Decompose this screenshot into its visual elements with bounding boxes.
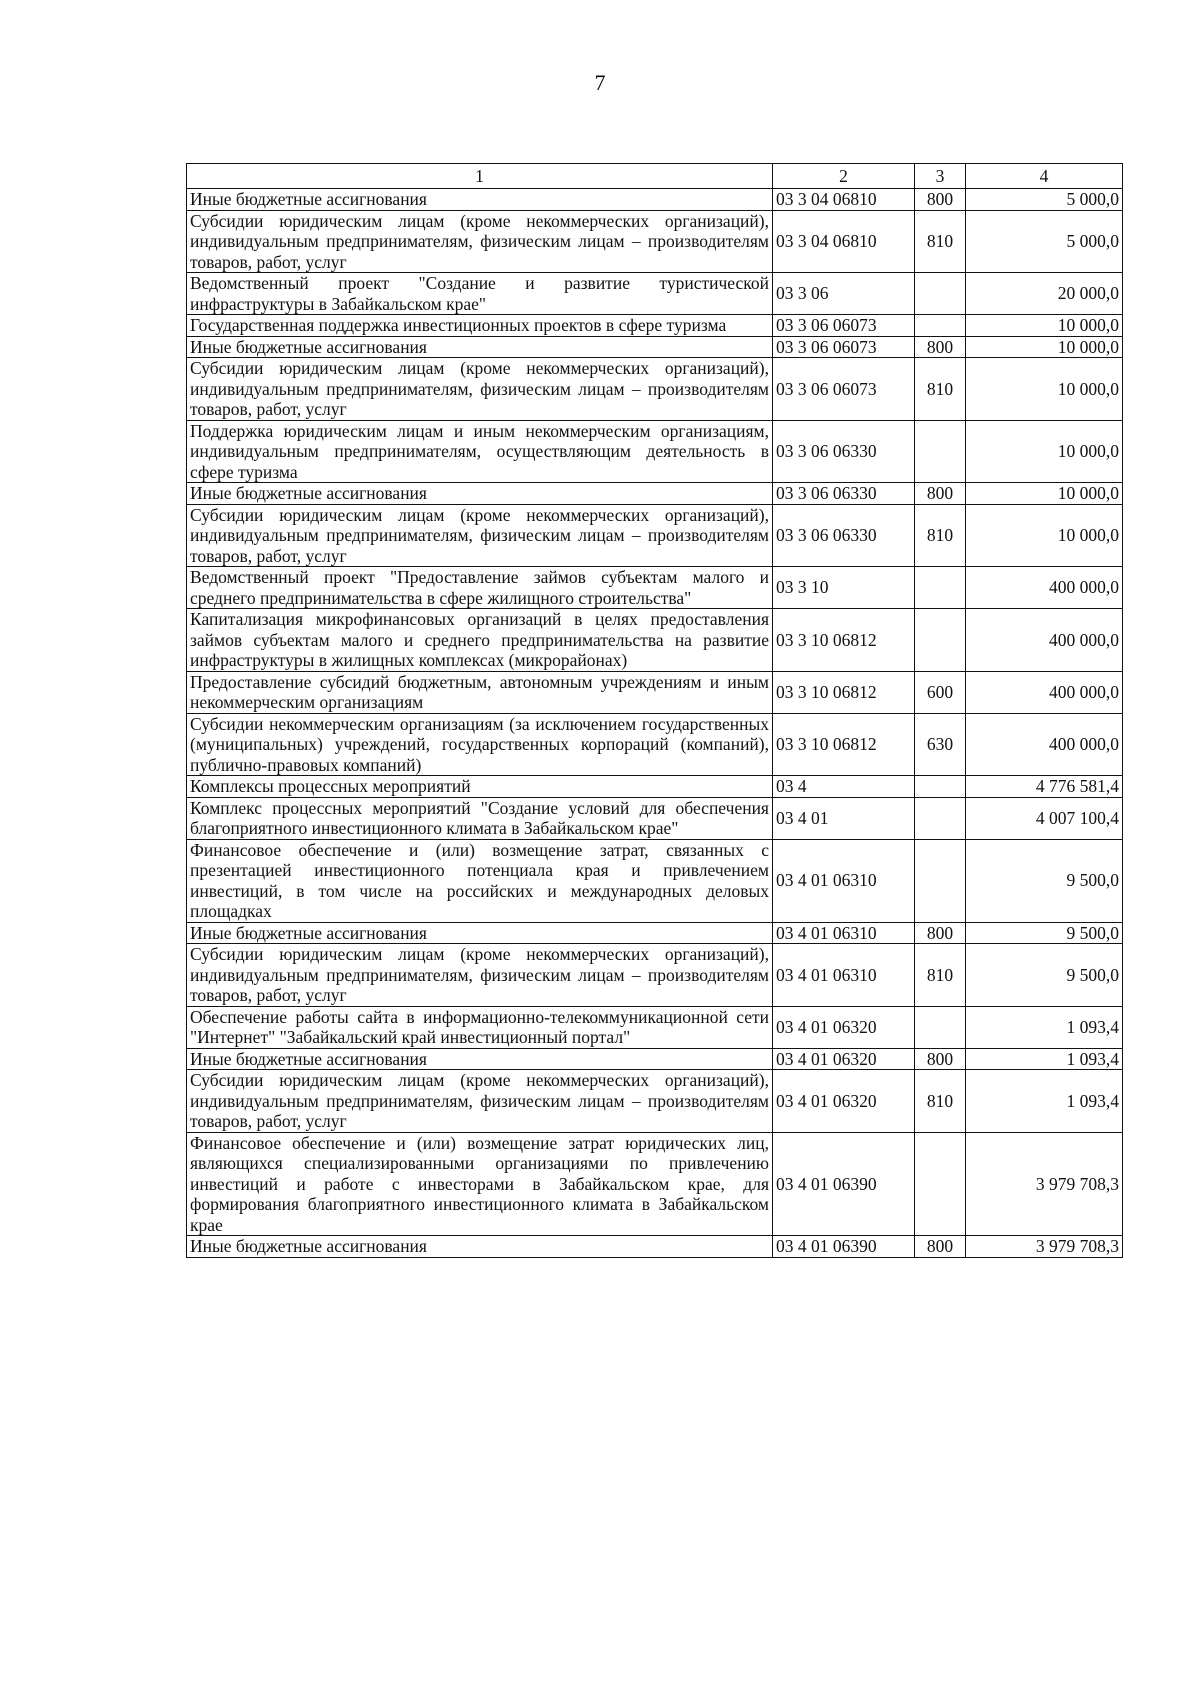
row-code-cell: 03 4 01 06320 xyxy=(773,1070,915,1133)
row-amount-cell: 1 093,4 xyxy=(966,1070,1123,1133)
row-code-cell: 03 3 06 xyxy=(773,273,915,315)
table-row xyxy=(187,609,1123,672)
row-name-cell: Капитализация микрофинансовых организаций в целях предоставления займов субъектам малого и среднего предпринимательства на развитие инфраструктуры в жилищных комплексах (микрорайонах) xyxy=(187,609,773,672)
row-amount-cell: 20 000,0 xyxy=(966,273,1123,315)
table-row xyxy=(187,1006,1123,1048)
row-amount-cell: 10 000,0 xyxy=(966,358,1123,421)
row-type-cell xyxy=(915,420,966,483)
row-code-cell: 03 4 01 06320 xyxy=(773,1006,915,1048)
row-amount-cell: 10 000,0 xyxy=(966,336,1123,358)
row-amount-cell: 10 000,0 xyxy=(966,315,1123,337)
row-name-cell: Ведомственный проект "Создание и развитие туристической инфраструктуры в Забайкальском крае" xyxy=(187,273,773,315)
row-amount-cell: 4 007 100,4 xyxy=(966,797,1123,839)
table-row xyxy=(187,273,1123,315)
row-code-cell: 03 3 06 06073 xyxy=(773,315,915,337)
table-row xyxy=(187,315,1123,337)
row-name-cell: Комплекс процессных мероприятий "Создание условий для обеспечения благоприятного инвестиционного климата в Забайкальском крае" xyxy=(187,797,773,839)
row-code-cell: 03 4 01 06310 xyxy=(773,922,915,944)
row-amount-cell: 5 000,0 xyxy=(966,189,1123,211)
row-name-cell: Предоставление субсидий бюджетным, автономным учреждениям и иным некоммерческим организациям xyxy=(187,671,773,713)
row-type-cell xyxy=(915,273,966,315)
table-row xyxy=(187,839,1123,922)
row-name-cell: Субсидии юридическим лицам (кроме некоммерческих организаций), индивидуальным предпринимателям, физическим лицам – производителям товаров, работ, услуг xyxy=(187,944,773,1007)
row-name-cell: Финансовое обеспечение и (или) возмещение затрат, связанных с презентацией инвестиционного потенциала края и привлечением инвестиций, в том числе на российских и международных деловых площадках xyxy=(187,839,773,922)
row-amount-cell: 3 979 708,3 xyxy=(966,1236,1123,1258)
row-type-cell: 800 xyxy=(915,189,966,211)
row-name-cell: Комплексы процессных мероприятий xyxy=(187,776,773,798)
row-type-cell: 600 xyxy=(915,671,966,713)
row-name-cell: Иные бюджетные ассигнования xyxy=(187,1236,773,1258)
table-row xyxy=(187,1132,1123,1236)
row-amount-cell: 10 000,0 xyxy=(966,420,1123,483)
row-name-cell: Иные бюджетные ассигнования xyxy=(187,336,773,358)
table-row xyxy=(187,336,1123,358)
row-name-cell: Субсидии юридическим лицам (кроме некоммерческих организаций), индивидуальным предпринимателям, физическим лицам – производителям товаров, работ, услуг xyxy=(187,210,773,273)
row-code-cell: 03 4 01 xyxy=(773,797,915,839)
row-type-cell: 630 xyxy=(915,713,966,776)
table-row xyxy=(187,1070,1123,1133)
table-row xyxy=(187,671,1123,713)
table-header-row xyxy=(187,164,1123,189)
row-amount-cell: 400 000,0 xyxy=(966,713,1123,776)
row-code-cell: 03 3 06 06073 xyxy=(773,358,915,421)
table-row xyxy=(187,1236,1123,1258)
row-amount-cell: 400 000,0 xyxy=(966,567,1123,609)
table-row xyxy=(187,504,1123,567)
row-type-cell: 810 xyxy=(915,358,966,421)
table-row xyxy=(187,420,1123,483)
row-amount-cell: 10 000,0 xyxy=(966,483,1123,505)
table-row xyxy=(187,776,1123,798)
row-name-cell: Иные бюджетные ассигнования xyxy=(187,483,773,505)
row-type-cell xyxy=(915,839,966,922)
row-type-cell: 800 xyxy=(915,1048,966,1070)
row-code-cell: 03 3 10 06812 xyxy=(773,713,915,776)
table-row xyxy=(187,1048,1123,1070)
table-body xyxy=(187,189,1123,1258)
row-amount-cell: 9 500,0 xyxy=(966,839,1123,922)
row-amount-cell: 5 000,0 xyxy=(966,210,1123,273)
row-code-cell: 03 4 xyxy=(773,776,915,798)
row-amount-cell: 10 000,0 xyxy=(966,504,1123,567)
row-type-cell: 800 xyxy=(915,1236,966,1258)
row-name-cell: Субсидии юридическим лицам (кроме некоммерческих организаций), индивидуальным предпринимателям, физическим лицам – производителям товаров, работ, услуг xyxy=(187,504,773,567)
row-code-cell: 03 4 01 06310 xyxy=(773,944,915,1007)
row-amount-cell: 400 000,0 xyxy=(966,671,1123,713)
row-code-cell: 03 3 06 06330 xyxy=(773,420,915,483)
row-name-cell: Поддержка юридическим лицам и иным некоммерческим организациям, индивидуальным предпринимателям, осуществляющим деятельность в сфере туризма xyxy=(187,420,773,483)
row-amount-cell: 4 776 581,4 xyxy=(966,776,1123,798)
row-amount-cell: 9 500,0 xyxy=(966,944,1123,1007)
row-code-cell: 03 3 10 06812 xyxy=(773,609,915,672)
row-type-cell: 810 xyxy=(915,1070,966,1133)
table-row xyxy=(187,358,1123,421)
row-code-cell: 03 3 04 06810 xyxy=(773,210,915,273)
row-type-cell xyxy=(915,1132,966,1236)
table-row xyxy=(187,483,1123,505)
row-code-cell: 03 4 01 06390 xyxy=(773,1236,915,1258)
column-header-type: 3 xyxy=(915,164,966,189)
row-code-cell: 03 3 10 xyxy=(773,567,915,609)
table-row xyxy=(187,922,1123,944)
table-row xyxy=(187,944,1123,1007)
row-code-cell: 03 3 06 06330 xyxy=(773,483,915,505)
row-type-cell xyxy=(915,797,966,839)
row-name-cell: Государственная поддержка инвестиционных проектов в сфере туризма xyxy=(187,315,773,337)
row-code-cell: 03 3 04 06810 xyxy=(773,189,915,211)
row-type-cell: 810 xyxy=(915,944,966,1007)
row-name-cell: Финансовое обеспечение и (или) возмещение затрат юридических лиц, являющихся специализированными организациями по привлечению инвестиций и работе с инвесторами в Забайкальском крае, для формирования благоприятного инвестиционного климата в Забайкальском крае xyxy=(187,1132,773,1236)
row-name-cell: Иные бюджетные ассигнования xyxy=(187,1048,773,1070)
row-code-cell: 03 4 01 06310 xyxy=(773,839,915,922)
row-type-cell xyxy=(915,776,966,798)
row-name-cell: Субсидии юридическим лицам (кроме некоммерческих организаций), индивидуальным предпринимателям, физическим лицам – производителям товаров, работ, услуг xyxy=(187,1070,773,1133)
row-name-cell: Ведомственный проект "Предоставление займов субъектам малого и среднего предпринимательства в сфере жилищного строительства" xyxy=(187,567,773,609)
row-name-cell: Субсидии некоммерческим организациям (за исключением государственных (муниципальных) учреждений, государственных корпораций (компаний), публично-правовых компаний) xyxy=(187,713,773,776)
row-code-cell: 03 3 06 06073 xyxy=(773,336,915,358)
row-type-cell: 810 xyxy=(915,210,966,273)
row-name-cell: Иные бюджетные ассигнования xyxy=(187,922,773,944)
row-name-cell: Обеспечение работы сайта в информационно-телекоммуникационной сети "Интернет" "Забайкальский край инвестиционный портал" xyxy=(187,1006,773,1048)
column-header-code: 2 xyxy=(773,164,915,189)
row-name-cell: Иные бюджетные ассигнования xyxy=(187,189,773,211)
row-type-cell xyxy=(915,609,966,672)
table-row xyxy=(187,567,1123,609)
row-amount-cell: 1 093,4 xyxy=(966,1048,1123,1070)
row-type-cell xyxy=(915,1006,966,1048)
row-type-cell xyxy=(915,567,966,609)
row-code-cell: 03 4 01 06390 xyxy=(773,1132,915,1236)
row-code-cell: 03 4 01 06320 xyxy=(773,1048,915,1070)
table-row xyxy=(187,189,1123,211)
table-row xyxy=(187,797,1123,839)
column-header-name: 1 xyxy=(187,164,773,189)
row-amount-cell: 400 000,0 xyxy=(966,609,1123,672)
budget-table xyxy=(186,163,1123,1258)
row-type-cell: 810 xyxy=(915,504,966,567)
row-name-cell: Субсидии юридическим лицам (кроме некоммерческих организаций), индивидуальным предпринимателям, физическим лицам – производителям товаров, работ, услуг xyxy=(187,358,773,421)
row-code-cell: 03 3 10 06812 xyxy=(773,671,915,713)
page-number: 7 xyxy=(594,70,606,95)
row-amount-cell: 9 500,0 xyxy=(966,922,1123,944)
row-type-cell: 800 xyxy=(915,922,966,944)
column-header-amount: 4 xyxy=(966,164,1123,189)
table-row xyxy=(187,713,1123,776)
table-row xyxy=(187,210,1123,273)
row-amount-cell: 3 979 708,3 xyxy=(966,1132,1123,1236)
row-type-cell xyxy=(915,315,966,337)
row-amount-cell: 1 093,4 xyxy=(966,1006,1123,1048)
row-type-cell: 800 xyxy=(915,336,966,358)
row-type-cell: 800 xyxy=(915,483,966,505)
row-code-cell: 03 3 06 06330 xyxy=(773,504,915,567)
